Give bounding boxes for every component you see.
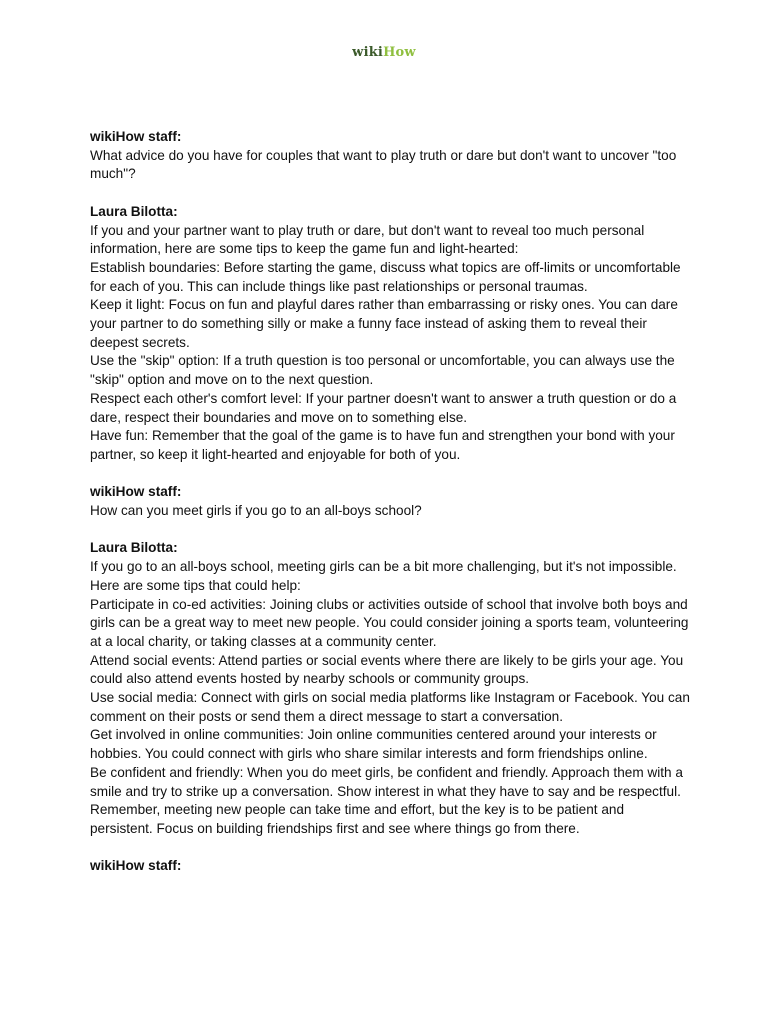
- answer-paragraph: Use social media: Connect with girls on social media platforms like Instagram or Facebook. You can comment on their posts or send them a direct message to start a conversation.: [90, 690, 690, 724]
- answer-paragraph: If you go to an all-boys school, meeting girls can be a bit more challenging, but it's not impossible. Here are some tips that could help:: [90, 559, 677, 593]
- speaker-label: Laura Bilotta:: [90, 540, 178, 556]
- qa-block-staff-question-1: [90, 128, 690, 184]
- qa-block-expert-answer-2: [90, 539, 690, 838]
- question-text: What advice do you have for couples that want to play truth or dare but don't want to uncover "too much"?: [90, 147, 677, 182]
- answer-paragraph: Attend social events: Attend parties or social events where there are likely to be girls your age. You could also attend events hosted by nearby schools or community groups.: [90, 652, 684, 687]
- answer-paragraph: Establish boundaries: Before starting the game, discuss what topics are off-limits or uncomfortable for each of you. This can include things like past relationships or personal traumas.: [90, 259, 681, 294]
- answer-paragraph: Have fun: Remember that the goal of the game is to have fun and strengthen your bond with your partner, so keep it light-hearted and enjoyable for both of you.: [90, 428, 675, 462]
- answer-paragraph: Remember, meeting new people can take time and effort, but the key is to be patient and persistent. Focus on building friendships first and see where things go from there.: [90, 802, 625, 836]
- answer-paragraph: Be confident and friendly: When you do meet girls, be confident and friendly. Approach them with a smile and try to strike up a conversation. Show interest in what they have to say and be respectful.: [90, 764, 683, 799]
- answer-paragraph: Get involved in online communities: Join online communities centered around your interests or hobbies. You could connect with girls who share similar interests and form friendships online.: [90, 727, 657, 762]
- answer-paragraph: If you and your partner want to play truth or dare, but don't want to reveal too much personal information, here are some tips to keep the game fun and light-hearted:: [90, 222, 645, 257]
- qa-block-staff-question-3: [90, 857, 690, 876]
- speaker-label: wikiHow staff:: [90, 129, 182, 144]
- logo-how-text: How: [383, 45, 416, 60]
- interview-transcript: [90, 128, 690, 895]
- speaker-label: Laura Bilotta:: [90, 203, 178, 219]
- answer-paragraph: Keep it light: Focus on fun and playful dares rather than embarrassing or risky ones. You can dare your partner to do something silly or make a funny face instead of asking them to reveal their deepest secrets.: [90, 297, 678, 350]
- wikihow-logo: [0, 45, 768, 60]
- speaker-label: wikiHow staff:: [90, 858, 182, 874]
- answer-paragraph: Respect each other's comfort level: If your partner doesn't want to answer a truth question or do a dare, respect their boundaries and move on to something else.: [90, 390, 677, 425]
- answer-paragraph: Participate in co-ed activities: Joining clubs or activities outside of school that involve both boys and girls can be a great way to meet new people. You could consider joining a sports team, volunteering at a local charity, or taking classes at a community center.: [90, 596, 689, 649]
- qa-block-staff-question-2: [90, 483, 690, 520]
- qa-block-expert-answer-1: [90, 203, 690, 465]
- speaker-label: wikiHow staff:: [90, 484, 182, 500]
- logo-wiki-text: wiki: [352, 45, 384, 60]
- answer-paragraph: Use the "skip" option: If a truth question is too personal or uncomfortable, you can always use the "skip" option and move on to the next question.: [90, 353, 675, 388]
- question-text: How can you meet girls if you go to an all-boys school?: [90, 503, 422, 519]
